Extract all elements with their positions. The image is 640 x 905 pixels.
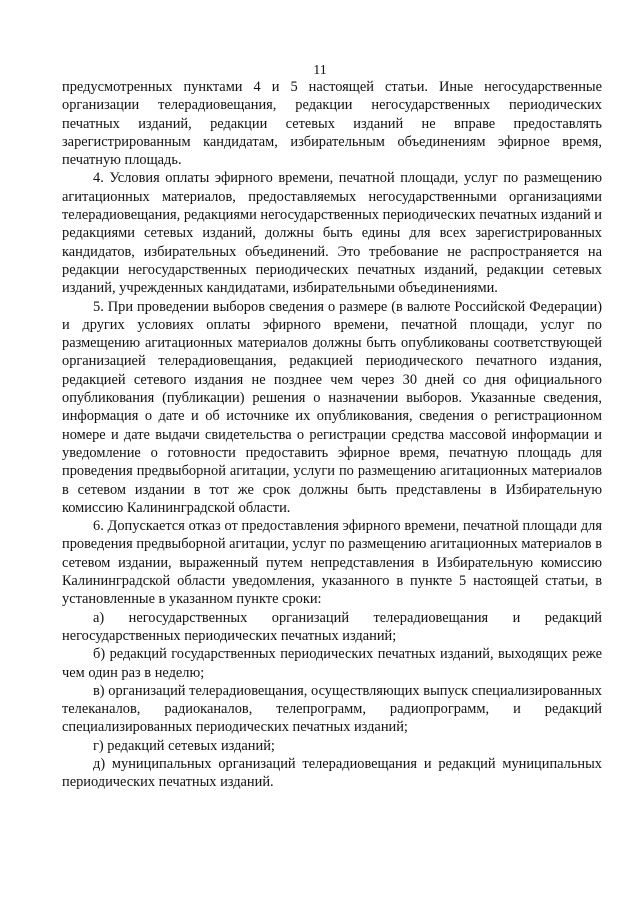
paragraph-item-4: 4. Условия оплаты эфирного времени, печатной площади, услуг по размещению агитационных материалов, предоставляемых негосударственными организациями телерадиовещания, редакциями негосударственных периодических печатных изданий и редакциями сетевых изданий, должны быть едины для всех зарегистрированных кандидатов, избирательных объединений. Это требование не распространяется на редакции негосударственных периодических печатных изданий, редакции сетевых изданий, учрежденных кандидатами, избирательными объединениями. [62, 170, 602, 297]
subitem-v: в) организаций телерадиовещания, осуществляющих выпуск специализированных телеканалов, радиоканалов, телепрограмм, радиопрограмм, и редакций специализированных периодических печатных изданий; [62, 682, 602, 736]
paragraph-item-5: 5. При проведении выборов сведения о размере (в валюте Российской Федерации) и других условиях оплаты эфирного времени, печатной площади, услуг по размещению агитационных материалов должны быть опубликованы соответствующей организацией телерадиовещания, редакцией периодического печатного издания, редакцией сетевого издания не позднее чем через 30 дней со дня официального опубликования (публикации) решения о назначении выборов. Указанные сведения, информация о дате и об источнике их опубликования, сведения о регистрационном номере и дате выдачи свидетельства о регистрации средства массовой информации и уведомление о готовности предоставить эфирное время, печатную площадь для проведения предвыборной агитации, услуги по размещению агитационных материалов в сетевом издании в тот же срок должны быть представлены в Избирательную комиссию Калининградской области. [62, 298, 602, 516]
subitem-b: б) редакций государственных периодических печатных изданий, выходящих реже чем один раз в неделю; [62, 646, 602, 681]
paragraph-continuation: предусмотренных пунктами 4 и 5 настоящей статьи. Иные негосударственные организации телерадиовещания, редакции негосударственных периодических печатных изданий, редакции сетевых изданий не вправе предоставлять зарегистрированным кандидатам, избирательным объединениям эфирное время, печатную площадь. [62, 79, 602, 169]
document-body [62, 78, 602, 792]
subitem-d: д) муниципальных организаций телерадиовещания и редакций муниципальных периодических печатных изданий. [62, 755, 602, 791]
paragraph-item-6: 6. Допускается отказ от предоставления эфирного времени, печатной площади для проведения предвыборной агитации, услуг по размещению агитационных материалов в сетевом издании, выраженный путем непредставления в Избирательную комиссию Калининградской области уведомления, указанного в пункте 5 настоящей статьи, в установленные в указанном пункте сроки: [62, 518, 602, 608]
page-number: 11 [313, 63, 327, 78]
subitem-a: а) негосударственных организаций телерадиовещания и редакций негосударственных периодических печатных изданий; [62, 609, 602, 644]
subitem-g: г) редакций сетевых изданий; [93, 737, 275, 754]
